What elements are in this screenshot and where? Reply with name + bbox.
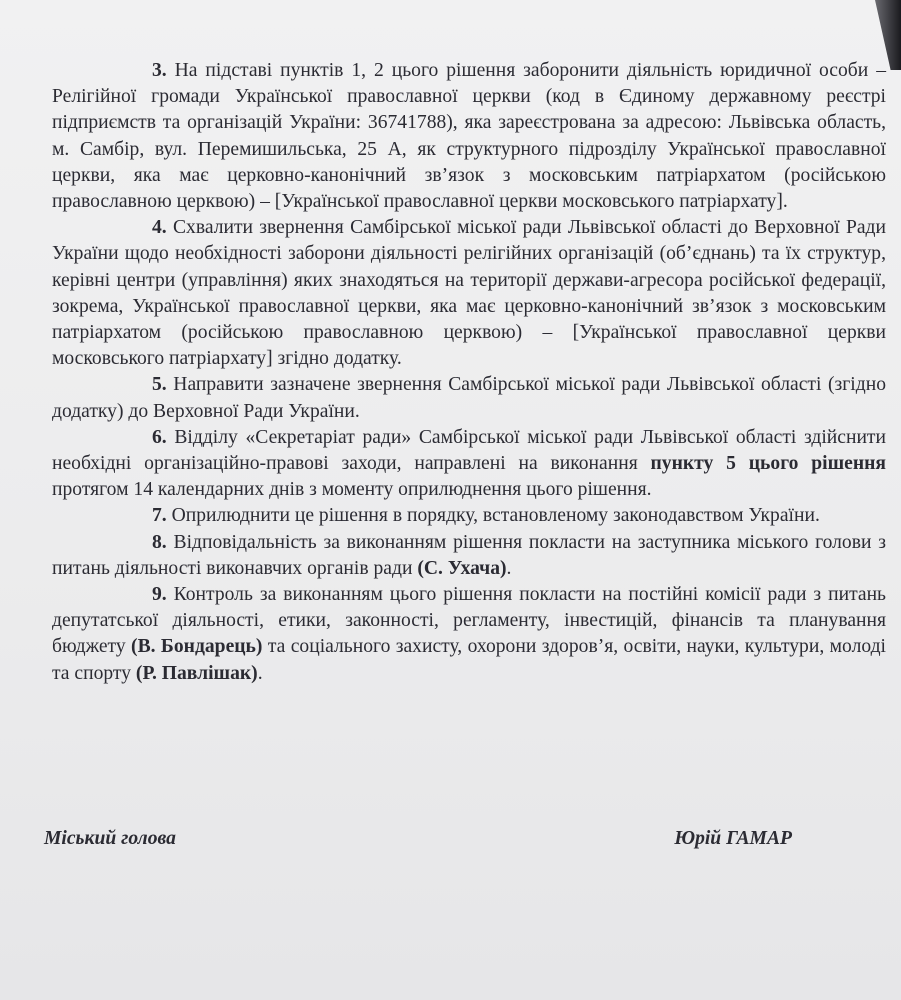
paragraph-text: Направити зазначене звернення Самбірської міської ради Львівської області (згідно додатку) до Верховної Ради України. (52, 374, 886, 422)
paragraph-emphasis: (Р. Павлішак) (135, 662, 258, 684)
paragraph-emphasis: (С. Ухача) (417, 557, 507, 579)
paragraph-text: Контроль за виконанням цього рішення покласти на постійні комісії ради з питань депутатської діяльності, етики, законності, регламенту, інвестицій, фінансів та планування бюджету (52, 584, 886, 658)
paragraph-number: 6. (152, 426, 167, 448)
paragraph-number: 8. (152, 531, 167, 553)
paragraph-emphasis: (В. Бондарець) (131, 636, 263, 658)
paragraph-item (52, 372, 886, 424)
paragraph-number: 3. (152, 60, 167, 81)
paragraph-item (52, 215, 886, 372)
paragraph-text: Відділу «Секретаріат ради» Самбірської міської ради Львівської області здійснити необхідні організаційно-правові заходи, направлені на виконання (52, 426, 886, 475)
paragraph-number: 7. (152, 505, 167, 527)
paragraph-item (52, 530, 886, 582)
paragraph-text: . (257, 662, 263, 684)
paragraph-text: . (506, 557, 512, 579)
paragraph-number: 5. (152, 374, 167, 396)
paragraph-item (52, 425, 886, 504)
paragraph-text: Схвалити звернення Самбірської міської ради Львівської області до Верховної Ради України щодо необхідності заборони діяльності релігійних організацій (об’єднань) та їх структур, керівні центри (управління) яких знаходяться на території держави-агресора російської федерації, зокрема, Української православної церкви, яка має церковно-канонічний зв’язок з московським патріархатом (російською православною церквою) – [Української православної церкви московського патріархату] згідно додатку. (52, 217, 886, 370)
paragraph-text: та соціального захисту, охорони здоров’я, освіти, науки, культури, молоді та спорту (52, 636, 886, 684)
signature-name: Юрій ГАМАР (674, 828, 792, 849)
paragraph-number: 4. (152, 217, 167, 239)
signature-title: Міський голова (44, 828, 176, 849)
paragraph-text: Оприлюднити це рішення в порядку, встановленому законодавством України. (171, 505, 820, 527)
paragraph-item (52, 582, 886, 687)
paragraph-text: На підставі пунктів 1, 2 цього рішення заборонити діяльність юридичної особи – Релігійної громади Української православної церкви (код в Єдиному державному реєстрі підприємств та організацій України: 36741788), яка зареєстрована за адресою: Львівська область, м. Самбір, вул. Перемишильська, 25 А, як структурного підрозділу Української православної церкви, яка має церковно-канонічний зв’язок з московським патріархатом (російською православною церквою) – [Української православної церкви московського патріархату]. (52, 60, 886, 213)
paragraph-item (52, 58, 886, 215)
decision-text (52, 58, 886, 687)
paragraph-number: 9. (152, 584, 167, 606)
paragraph-text: Відповідальність за виконанням рішення покласти на заступника міського голови з питань діяльності виконавчих органів ради (52, 531, 887, 579)
paragraph-item (52, 503, 886, 529)
paragraph-text: протягом 14 календарних днів з моменту оприлюднення цього рішення. (52, 479, 652, 501)
signature-block (44, 828, 792, 850)
paragraph-emphasis: пункту 5 цього рішення (650, 453, 886, 475)
